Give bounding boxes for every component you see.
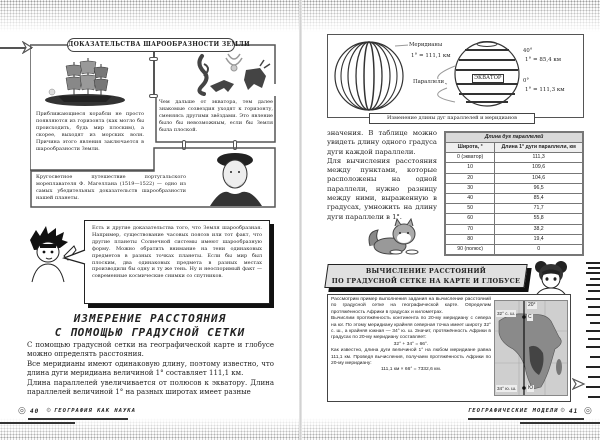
latitude-40-label: 40° — [523, 48, 533, 54]
calc-formula: 32° + 34° = 66°. — [393, 341, 429, 347]
table-row — [446, 183, 583, 193]
latitude-0-label: 0° — [523, 78, 530, 84]
equator-label: ЭКВАТОР — [474, 75, 502, 81]
calc-example-text — [331, 297, 491, 374]
paragraph: Все меридианы имеют одинаковую длину, поэтому известно, что длина дуги меридиана величиной 1° составляет 111,1 км. — [27, 359, 274, 378]
table-row — [446, 153, 583, 163]
latitude-cell: 0 (экватор) — [446, 153, 495, 163]
meridian-value: 1° = 111,1 км — [411, 53, 451, 59]
table-body — [446, 153, 583, 255]
section-title-line-1: ИЗМЕРЕНИЕ РАССТОЯНИЯ — [73, 312, 227, 325]
table-row — [446, 173, 583, 183]
map-north-latitude-label: 32° с. ш. — [497, 311, 516, 316]
table-header-latitude: Широта, ° — [446, 143, 495, 153]
latitude-cell: 70 — [446, 224, 495, 234]
latitude-cell: 90 (полюс) — [446, 244, 495, 254]
latitude-cell: 50 — [446, 204, 495, 214]
latitude-0-value: 1° = 111,3 км — [525, 87, 565, 93]
table-row — [446, 224, 583, 234]
table-row — [446, 244, 583, 254]
stars-caption: Чем дальше от экватора, тем далее знакомые созвездия уходят к горизонту, сменяясь другими звёздами. Это явление было бы невозможным, если бы Земля была плоской. — [159, 99, 273, 133]
right-body-text — [327, 129, 437, 222]
gear-icon: ⚙ — [46, 407, 52, 414]
left-body-text — [27, 341, 274, 397]
magellan-caption: Кругосветное путешествие португальского мореплавателя Ф. Магеллана (1519—1522) — одно из самых убедительных доказательств шарообразности нашей планеты. — [36, 174, 186, 201]
paragraph: С помощью градусной сетки на географической карте и глобусе можно определять расстояния. — [27, 341, 274, 359]
table-row — [446, 193, 583, 203]
connector-clip — [149, 57, 158, 61]
arc-length-cell: 38,2 — [495, 224, 583, 234]
constellations-illustration — [168, 50, 278, 96]
book-spine — [299, 0, 302, 440]
latitude-40-value: 1° = 85,4 км — [525, 57, 562, 63]
arc-length-cell: 104,6 — [495, 173, 583, 183]
arrow-icon — [572, 378, 586, 390]
arc-length-cell: 71,7 — [495, 204, 583, 214]
running-title: ГЕОГРАФИЧЕСКИЕ МОДЕЛИ — [468, 408, 559, 414]
map-meridian-label: 20° — [528, 302, 536, 308]
globe-diagram-caption: Изменение длины дуг параллелей и меридианов — [369, 113, 535, 124]
page-number: 41 — [569, 408, 579, 415]
calc-title-line-2: ПО ГРАДУСНОЙ СЕТКЕ НА КАРТЕ И ГЛОБУСЕ — [331, 277, 521, 285]
latitude-cell: 30 — [446, 183, 495, 193]
map-south-latitude-label: 34° ю. ш. — [497, 386, 517, 391]
table-row — [446, 214, 583, 224]
table-row — [446, 204, 583, 214]
latitude-cell: 40 — [446, 193, 495, 203]
swirl-icon: ◎ — [584, 406, 592, 416]
footer-rule — [0, 422, 75, 424]
parallels-label: Параллели — [413, 79, 445, 85]
shiba-dog-illustration — [364, 218, 422, 256]
table-row — [446, 163, 583, 173]
footer-rule — [28, 418, 128, 420]
table-header-length: Длина 1° дуги параллели, км — [495, 143, 583, 153]
magellan-portrait — [192, 150, 274, 206]
table-row — [446, 234, 583, 244]
parallels-table — [445, 132, 583, 255]
sailing-ship-illustration — [44, 56, 126, 106]
footer-rule — [520, 422, 600, 424]
arc-length-cell: 96,5 — [495, 183, 583, 193]
page-number: 40 — [30, 408, 40, 415]
paragraph: значения. В таблице можно увидеть длину одного градуса дуги каждой параллели. — [327, 129, 437, 156]
map-north-marker: С — [528, 314, 532, 320]
proofs-title: ДОКАЗАТЕЛЬСТВА ШАРООБРАЗНОСТИ ЗЕМЛИ — [67, 38, 235, 52]
arc-length-cell: 55,8 — [495, 214, 583, 224]
africa-map — [494, 300, 568, 396]
meridians-label: Меридианы — [409, 42, 443, 48]
table-caption: Длина дуг параллелей — [446, 133, 583, 143]
ship-caption: Приближающиеся корабли не просто появляются из горизонта (как могло бы происходить, будь мир плоским), а скорее, выходят из морских волн. Причина этого явления заключается в шарообразности Земли. — [36, 111, 144, 152]
arc-length-cell: 19,4 — [495, 234, 583, 244]
swirl-icon: ◎ — [18, 406, 26, 416]
footer-right — [468, 406, 596, 418]
calc-paragraph: Как известно, длина дуги величиной 1° на любом меридиане равна 111,1 км. Проведя вычисления, получаем протяжённость Африки по 20-му меридиану: — [331, 348, 491, 367]
paragraph: Для вычисления расстояния между пунктами, которые расположены на одной параллели, нужно разницу между ними, выраженную в градусах, умножить на длину дуги параллели в 1°. — [327, 156, 437, 221]
arc-length-cell: 111,3 — [495, 153, 583, 163]
arc-length-cell: 0 — [495, 244, 583, 254]
arc-length-cell: 109,6 — [495, 163, 583, 173]
parallels-table-container — [444, 131, 584, 256]
calc-title-line-1: ВЫЧИСЛЕНИЕ РАССТОЯНИЙ — [365, 267, 487, 275]
latitude-cell: 10 — [446, 163, 495, 173]
calc-paragraph: Рассмотрим пример выполнения задания на вычисление расстояний по градусной сетке на географической карте. Определим протяжённость Африки в градусах и километрах. — [331, 297, 491, 315]
gear-icon: ⚙ — [560, 407, 566, 414]
speech-bubble-tail — [62, 248, 86, 268]
latitude-cell: 80 — [446, 234, 495, 244]
calc-paragraph: Вычислим протяжённость континента по 20-му меридиану с севера на юг. По этому меридиану крайняя северная точка имеет широту 32° с. ш., а крайняя южная — 34° ю. ш. Значит, протяжённость Африки в градусах по 20-му меридиану составляет: — [331, 316, 491, 341]
latitude-cell: 60 — [446, 214, 495, 224]
speech-bubble: Есть и другие доказательства того, что Земля шарообразная. Например, существование часовых поясов или тот факт, что другие планеты Солнечной системы имеют шарообразную форму. Можно обратить внимание на тени одинаковых предметов в разных точках планеты. Если бы мир был плоским, два одинаковых предмета в разных местах производили бы одну и ту же тень. Ну и неоспоримый факт — современные космические снимки со спутников. — [84, 220, 270, 304]
footer-rule — [468, 418, 584, 420]
footer-left — [14, 406, 154, 418]
calc-formula: 111,1 км × 66° = 7332,6 км. — [380, 367, 442, 373]
running-title: ГЕОГРАФИЯ КАК НАУКА — [54, 408, 136, 414]
map-south-marker: Ю — [528, 385, 534, 391]
arc-length-cell: 85,4 — [495, 193, 583, 203]
girl-character-illustration — [530, 260, 572, 296]
latitude-cell: 20 — [446, 173, 495, 183]
paragraph: Длина параллелей увеличивается от полюсов к экватору. Длина параллелей величиной 1° на разных широтах имеет разные — [27, 378, 274, 397]
section-title-line-2: С ПОМОЩЬЮ ГРАДУСНОЙ СЕТКИ — [54, 326, 246, 339]
